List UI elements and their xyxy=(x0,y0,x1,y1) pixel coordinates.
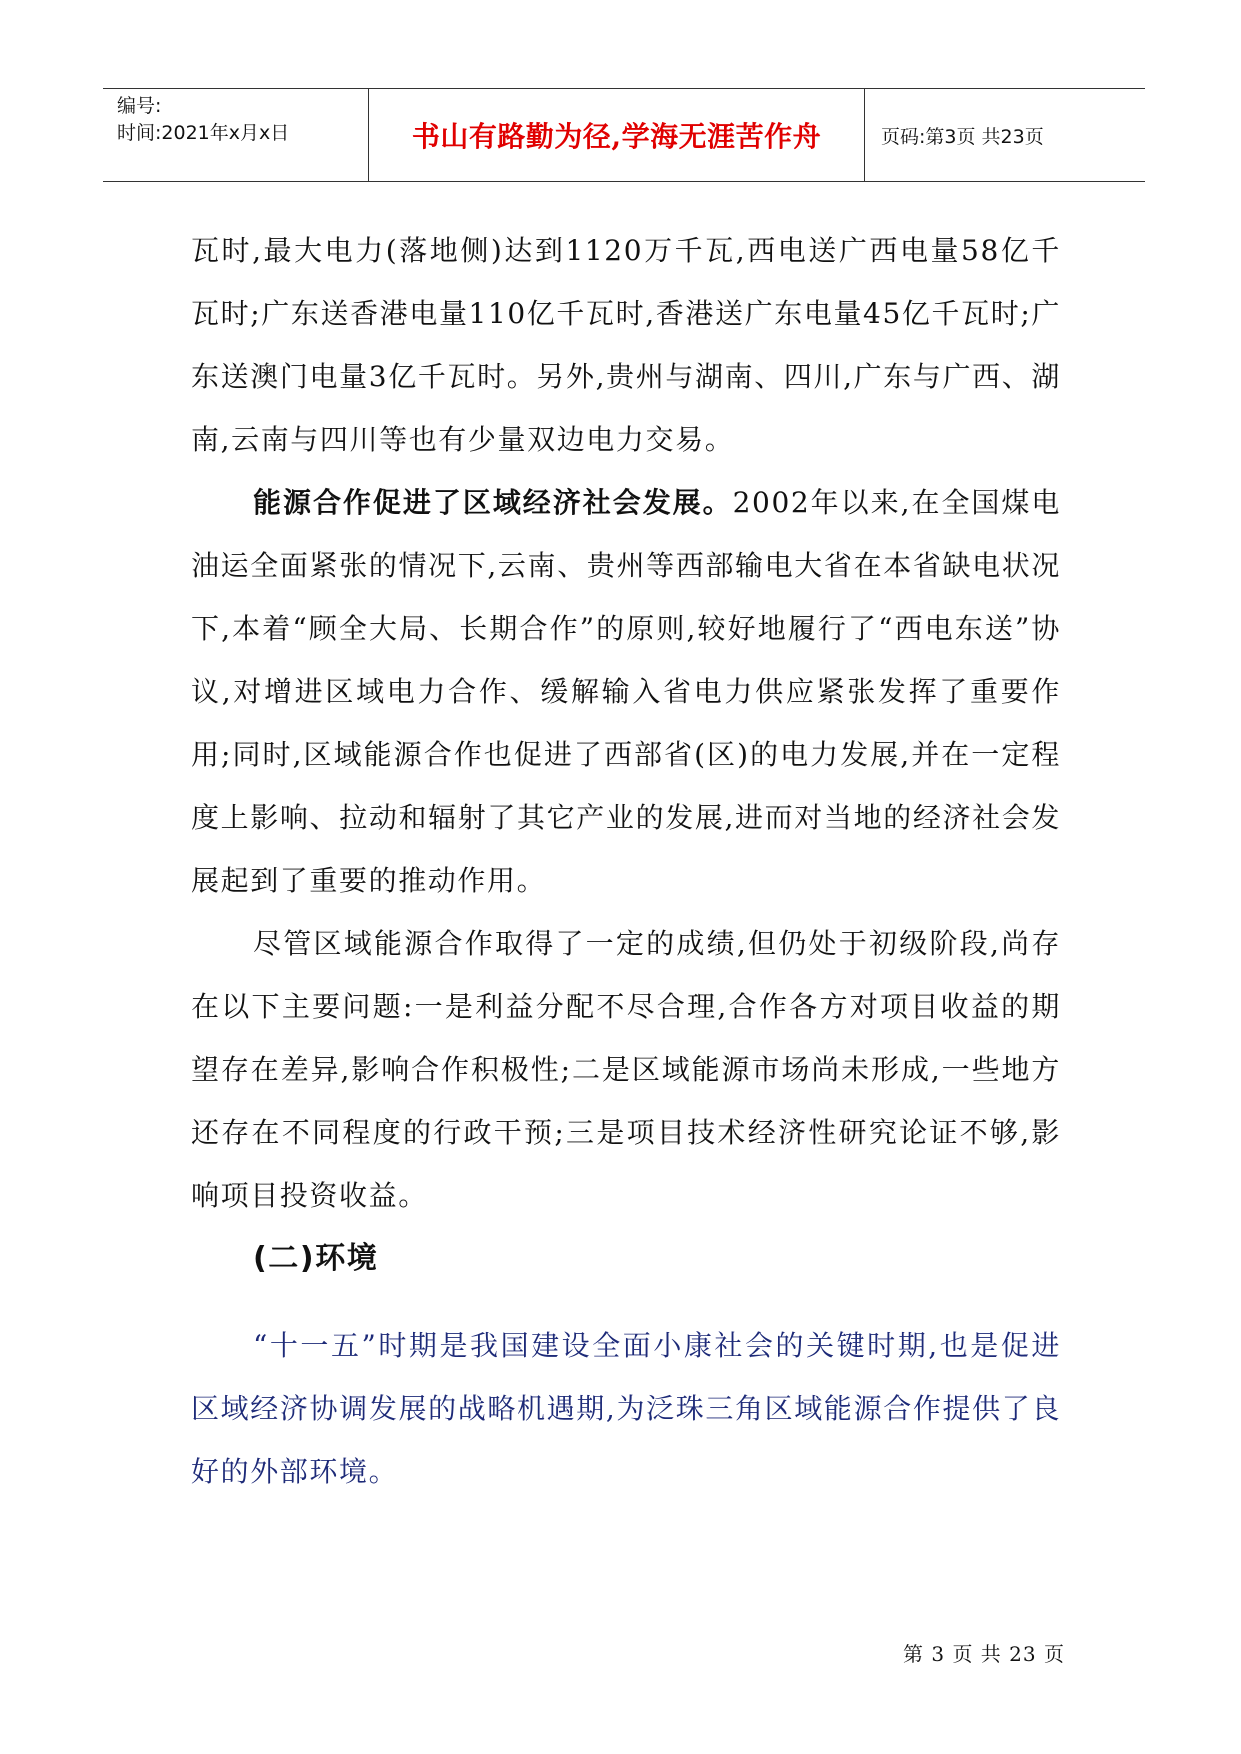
paragraph-4: “十一五”时期是我国建设全面小康社会的关键时期,也是促进区域经济协调发展的战略机遇期,为泛珠三角区域能源合作提供了良好的外部环境。 xyxy=(191,1329,1061,1488)
header-page-code xyxy=(865,89,1145,181)
paragraph-3: 尽管区域能源合作取得了一定的成绩,但仍处于初级阶段,尚存在以下主要问题:一是利益分配不尽合理,合作各方对项目收益的期望存在差异,影响合作积极性;二是区域能源市场尚未形成,一些地方还存在不同程度的行政干预;三是项目技术经济性研究论证不够,影响项目投资收益。 xyxy=(191,927,1061,1212)
time-label: 时间:2021年x月x日 xyxy=(117,122,290,144)
section-heading: (二)环境 xyxy=(253,1241,379,1276)
paragraph-2 xyxy=(191,471,1061,912)
section-heading-wrap xyxy=(191,1227,1061,1290)
page-header xyxy=(103,88,1145,182)
motto: 书山有路勤为径,学海无涯苦作舟 xyxy=(411,120,822,153)
page-footer: 第 3 页 共 23 页 xyxy=(903,1642,1065,1666)
page-code: 页码:第3页 共23页 xyxy=(881,125,1044,148)
paragraph-1: 瓦时,最大电力(落地侧)达到1120万千瓦,西电送广西电量58亿千瓦时;广东送香港电量110亿千瓦时,香港送广东电量45亿千瓦时;广东送澳门电量3亿千瓦时。另外,贵州与湖南、四川,广东与广西、湖南,云南与四川等也有少量双边电力交易。 xyxy=(191,234,1061,456)
paragraph-2-text: 2002年以来,在全国煤电油运全面紧张的情况下,云南、贵州等西部输电大省在本省缺电状况下,本着“顾全大局、长期合作”的原则,较好地履行了“西电东送”协议,对增进区域电力合作、缓解输入省电力供应紧张发挥了重要作用;同时,区域能源合作也促进了西部省(区)的电力发展,并在一定程度上影响、拉动和辐射了其它产业的发展,进而对当地的经济社会发展起到了重要的推动作用。 xyxy=(191,486,1061,897)
environment-section xyxy=(191,1314,1061,1503)
serial-label: 编号: xyxy=(117,95,162,117)
header-meta xyxy=(103,89,369,181)
document-body xyxy=(191,219,1061,1227)
paragraph-2-lead: 能源合作促进了区域经济社会发展。 xyxy=(253,486,733,519)
header-motto-cell xyxy=(369,89,865,181)
